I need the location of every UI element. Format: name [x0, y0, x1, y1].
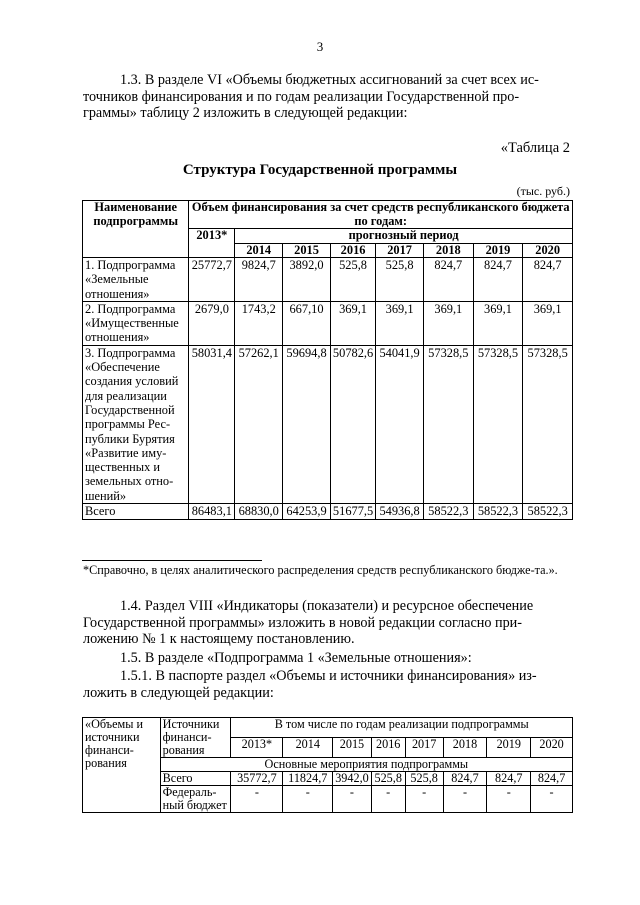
cell-value: 58031,4 [189, 345, 235, 503]
header-year: 2017 [405, 738, 443, 758]
header-year: 2020 [531, 738, 573, 758]
cell-value: 58522,3 [473, 504, 523, 520]
paragraph-1-4: 1.4. Раздел VIII «Индикаторы (показатели) и ресурсное обеспечение Государственной программы» изложить в новой редакции согласно при- ложению № 1 к настоящему постановлению. [83, 598, 534, 647]
cell-value: 54041,9 [376, 345, 424, 503]
cell-value: 369,1 [523, 301, 573, 345]
cell-value: 525,8 [376, 258, 424, 302]
cell-value: 369,1 [330, 301, 375, 345]
header-year: 2017 [376, 243, 424, 258]
cell-value: 824,7 [424, 258, 474, 302]
table-row [83, 345, 573, 503]
cell-value: 824,7 [531, 772, 573, 786]
cell-value: - [371, 786, 405, 813]
cell-value: 824,7 [523, 258, 573, 302]
cell-value: 86483,1 [189, 504, 235, 520]
cell-value: 68830,0 [235, 504, 283, 520]
cell-value: 59694,8 [283, 345, 331, 503]
cell-value: 57328,5 [473, 345, 523, 503]
cell-value: - [283, 786, 333, 813]
cell-value: 369,1 [424, 301, 474, 345]
header-year: 2019 [473, 243, 523, 258]
cell-value: - [443, 786, 487, 813]
cell-value: 3942,0 [333, 772, 372, 786]
cell-value: 525,8 [405, 772, 443, 786]
header-year: 2014 [283, 738, 333, 758]
header-year: 2018 [424, 243, 474, 258]
row-name: 3. Подпрограмма «Обеспечение создания условий для реализации Государственной программы Рес-публики Бурятия «Развитие иму-щественных и земельных отно-шений» [83, 345, 189, 503]
cell-value: 35772,7 [231, 772, 283, 786]
row-source: Всего [160, 772, 231, 786]
cell-value: 369,1 [473, 301, 523, 345]
cell-value: 1743,2 [235, 301, 283, 345]
cell-value: 824,7 [443, 772, 487, 786]
row-source: Федераль-ный бюджет [160, 786, 231, 813]
header-subprogram-name: Наименование подпрограммы [83, 201, 189, 258]
header-years-span: В том числе по годам реализации подпрограммы [231, 718, 573, 738]
cell-value: - [531, 786, 573, 813]
table-label: «Таблица 2 [500, 140, 570, 156]
header-year: 2015 [333, 738, 372, 758]
paragraph-1-5-1: 1.5.1. В паспорте раздел «Объемы и источники финансирования» из- ложить в следующей редакции: [83, 668, 537, 701]
header-sources: Источники финанси-рования [160, 718, 231, 758]
paragraph-1-5: 1.5. В разделе «Подпрограмма 1 «Земельные отношения»: [120, 650, 472, 666]
program-structure-table [82, 200, 573, 520]
cell-value: 525,8 [371, 772, 405, 786]
header-year: 2018 [443, 738, 487, 758]
cell-value: 369,1 [376, 301, 424, 345]
cell-value: 57328,5 [523, 345, 573, 503]
header-year: 2016 [371, 738, 405, 758]
row-name: 1. Подпрограмма «Земельные отношения» [83, 258, 189, 302]
financing-sources-table [82, 717, 573, 813]
header-year: 2020 [523, 243, 573, 258]
cell-value: 64253,9 [283, 504, 331, 520]
cell-value: 58522,3 [424, 504, 474, 520]
cell-value: 667,10 [283, 301, 331, 345]
footnote: *Справочно, в целях аналитического распределения средств республиканского бюдже-та.». [83, 563, 558, 577]
footnote-divider [82, 560, 262, 561]
cell-value: 9824,7 [235, 258, 283, 302]
cell-value: 57328,5 [424, 345, 474, 503]
cell-value: 2679,0 [189, 301, 235, 345]
cell-value: 57262,1 [235, 345, 283, 503]
cell-value: 54936,8 [376, 504, 424, 520]
row-name: Всего [83, 504, 189, 520]
header-year-2013: 2013* [189, 229, 235, 258]
cell-value: 11824,7 [283, 772, 333, 786]
cell-value: - [487, 786, 531, 813]
header-year: 2013* [231, 738, 283, 758]
header-year: 2014 [235, 243, 283, 258]
table-row-total [83, 504, 573, 520]
row-name: 2. Подпрограмма «Имущественные отношения» [83, 301, 189, 345]
cell-value: 824,7 [487, 772, 531, 786]
unit-label: (тыс. руб.) [516, 184, 570, 198]
header-year: 2016 [330, 243, 375, 258]
paragraph-1-3: 1.3. В разделе VI «Объемы бюджетных ассигнований за счет всех ис- точников финансирования и по годам реализации Государственной про- граммы» таблицу 2 изложить в следующей редакции: [83, 72, 539, 121]
cell-value: - [333, 786, 372, 813]
header-year: 2015 [283, 243, 331, 258]
row-header-financing: «Объемы и источники финанси-рования [83, 718, 161, 813]
table-title: Структура Государственной программы [182, 162, 458, 178]
cell-value: 3892,0 [283, 258, 331, 302]
cell-value: 25772,7 [189, 258, 235, 302]
header-main-activities: Основные мероприятия подпрограммы [160, 758, 572, 772]
cell-value: 50782,6 [330, 345, 375, 503]
table-row [83, 258, 573, 302]
header-forecast-period: прогнозный период [235, 229, 573, 244]
header-financing-volume: Объем финансирования за счет средств республиканского бюджета по годам: [189, 201, 573, 229]
page-number: 3 [316, 39, 324, 54]
cell-value: 51677,5 [330, 504, 375, 520]
header-year: 2019 [487, 738, 531, 758]
cell-value: - [231, 786, 283, 813]
cell-value: 58522,3 [523, 504, 573, 520]
cell-value: 525,8 [330, 258, 375, 302]
cell-value: 824,7 [473, 258, 523, 302]
table-row [83, 301, 573, 345]
cell-value: - [405, 786, 443, 813]
